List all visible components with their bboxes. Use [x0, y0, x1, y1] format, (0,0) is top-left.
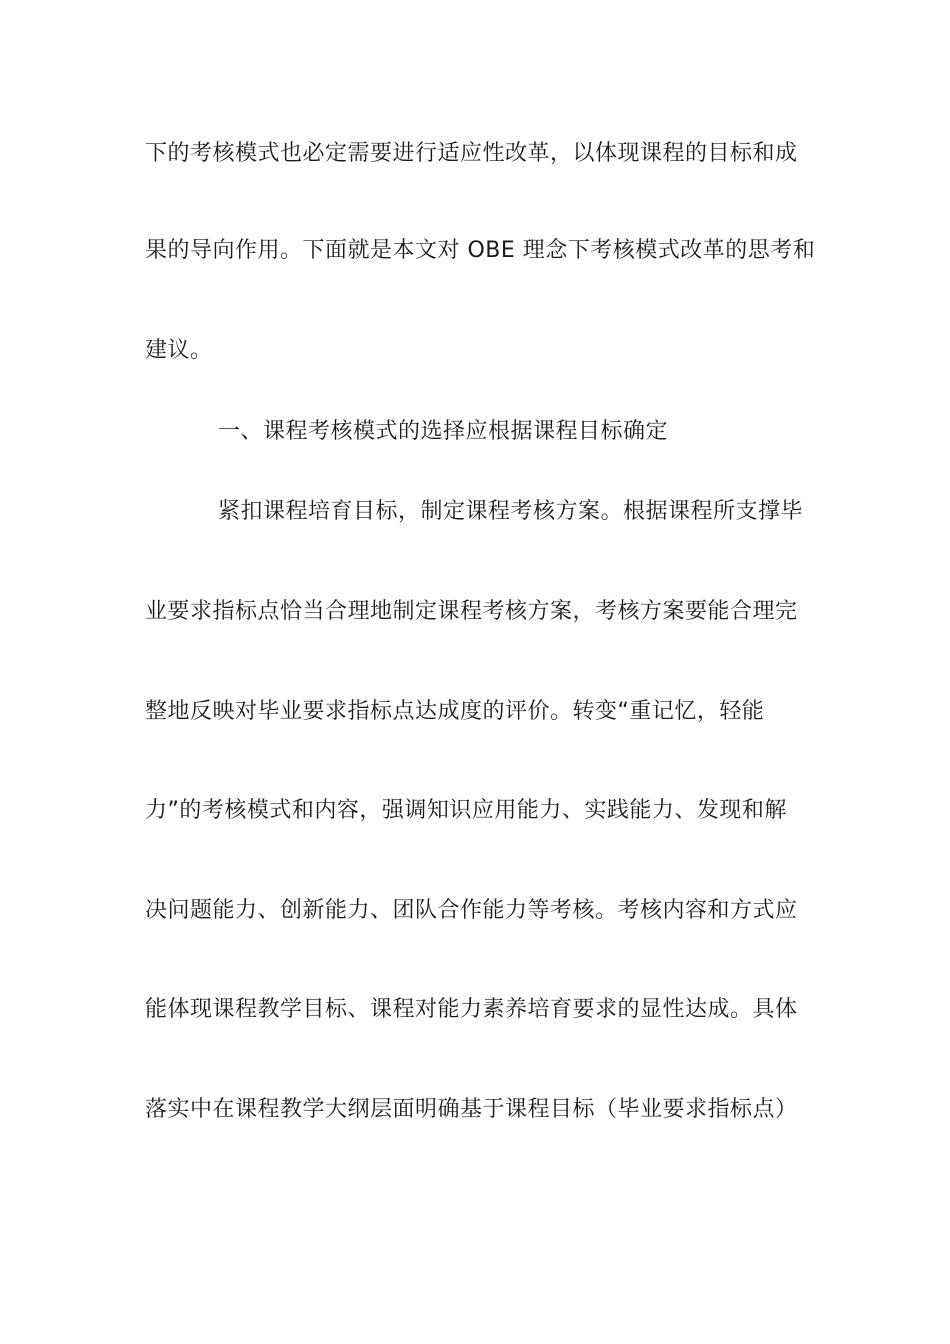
section-heading: 一、课程考核模式的选择应根据课程目标确定	[218, 419, 669, 444]
paragraph-line: 紧扣课程培育目标，制定课程考核方案。根据课程所支撑毕	[218, 499, 804, 524]
paragraph-line: 业要求指标点恰当合理地制定课程考核方案，考核方案要能合理完	[145, 599, 798, 624]
paragraph-line: 果的导向作用。下面就是本文对 OBE 理念下考核模式改革的思考和	[145, 238, 816, 263]
paragraph-line: 下的考核模式也必定需要进行适应性改革，以体现课程的目标和成	[145, 141, 798, 166]
paragraph-line: 建议。	[145, 338, 213, 363]
paragraph-line: 落实中在课程教学大纲层面明确基于课程目标（毕业要求指标点）	[145, 1097, 798, 1122]
paragraph-line: 力”的考核模式和内容，强调知识应用能力、实践能力、发现和解	[145, 798, 787, 823]
paragraph-line: 决问题能力、创新能力、团队合作能力等考核。考核内容和方式应	[145, 898, 798, 923]
paragraph-line: 整地反映对毕业要求指标点达成度的评价。转变“重记忆，轻能	[145, 699, 765, 724]
paragraph-line: 能体现课程教学目标、课程对能力素养培育要求的显性达成。具体	[145, 997, 798, 1022]
